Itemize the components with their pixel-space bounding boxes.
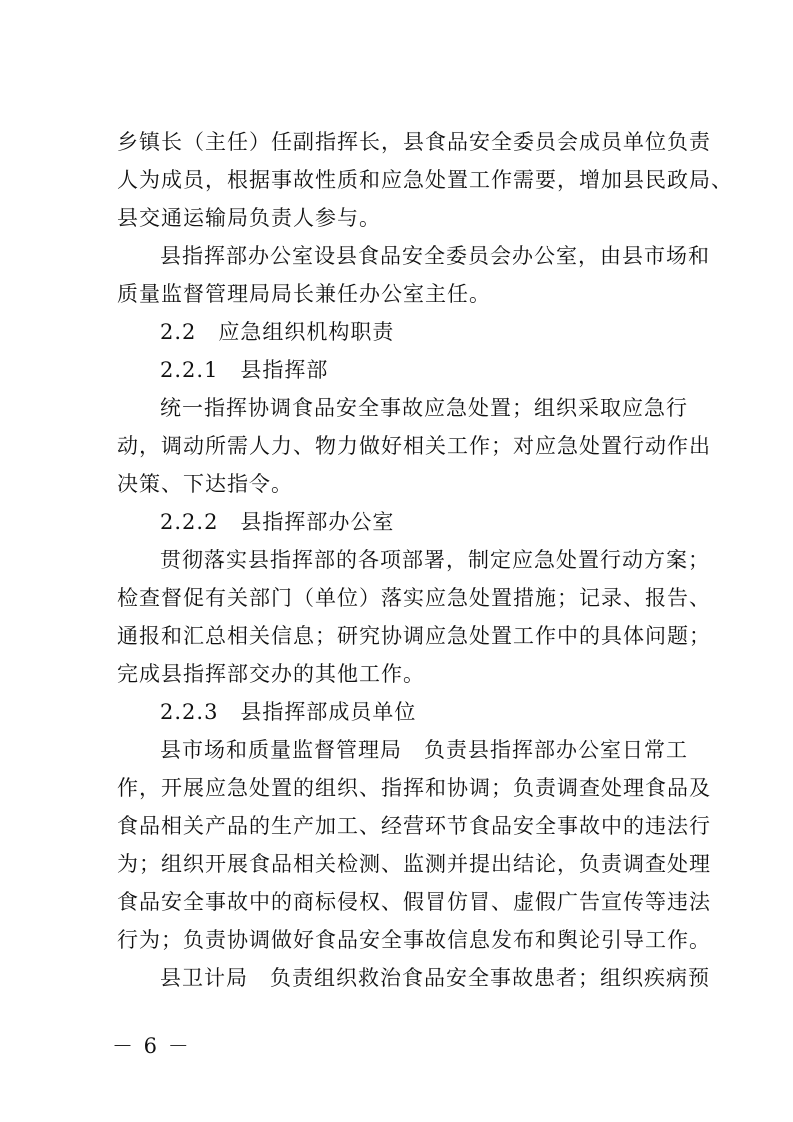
body-text-line: 贯彻落实县指挥部的各项部署，制定应急处置行动方案；: [160, 548, 710, 572]
subsection-heading: 2.2.1 县指挥部: [160, 358, 329, 382]
page-number: － 6 －: [112, 1034, 191, 1058]
body-text-line: 完成县指挥部交办的其他工作。: [117, 662, 425, 686]
body-text-line: 县卫计局 负责组织救治食品安全事故患者；组织疾病预: [160, 966, 710, 990]
body-text-line: 县指挥部办公室设县食品安全委员会办公室，由县市场和: [160, 244, 710, 268]
body-text-line: 通报和汇总相关信息；研究协调应急处置工作中的具体问题；: [117, 624, 711, 648]
body-text-line: 食品相关产品的生产加工、经营环节食品安全事故中的违法行: [117, 814, 711, 838]
body-text-line: 县交通运输局负责人参与。: [117, 206, 381, 230]
body-text-line: 县市场和质量监督管理局 负责县指挥部办公室日常工: [160, 738, 688, 762]
subsection-heading: 2.2.2 县指挥部办公室: [160, 510, 395, 534]
body-text-line: 人为成员，根据事故性质和应急处置工作需要，增加县民政局、: [117, 168, 733, 192]
body-text-line: 质量监督管理局局长兼任办公室主任。: [117, 282, 491, 306]
body-text-line: 乡镇长（主任）任副指挥长，县食品安全委员会成员单位负责: [117, 130, 711, 154]
body-text-line: 食品安全事故中的商标侵权、假冒仿冒、虚假广告宣传等违法: [117, 890, 711, 914]
subsection-heading: 2.2.3 县指挥部成员单位: [160, 700, 417, 724]
body-text-line: 统一指挥协调食品安全事故应急处置；组织采取应急行: [160, 396, 688, 420]
body-text-line: 行为；负责协调做好食品安全事故信息发布和舆论引导工作。: [117, 928, 711, 952]
body-text-line: 检查督促有关部门（单位）落实应急处置措施；记录、报告、: [117, 586, 711, 610]
body-text-line: 作，开展应急处置的组织、指挥和协调；负责调查处理食品及: [117, 776, 711, 800]
section-heading: 2.2 应急组织机构职责: [160, 320, 395, 344]
body-text-line: 决策、下达指令。: [117, 472, 293, 496]
body-text-line: 为；组织开展食品相关检测、监测并提出结论，负责调查处理: [117, 852, 711, 876]
body-text-line: 动，调动所需人力、物力做好相关工作；对应急处置行动作出: [117, 434, 711, 458]
